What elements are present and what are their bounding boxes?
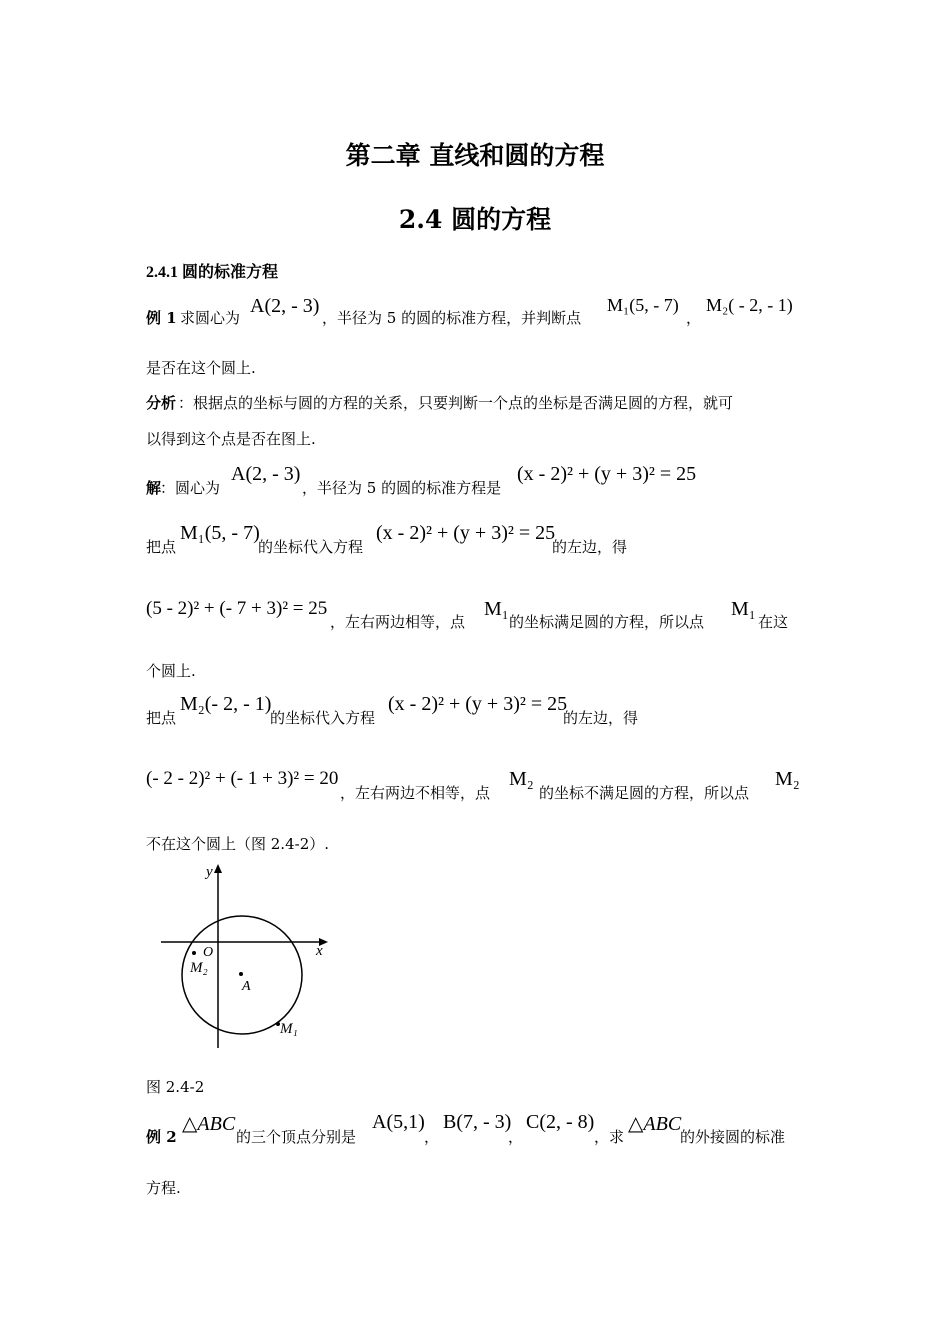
solution-label: 解 [146,479,162,497]
y-axis-arrow [214,864,222,873]
example-1-text: 求圆心为 [180,309,241,327]
math-center-a-2: A(2, - 3) [231,463,301,485]
section-title: 2.4 圆的方程 [398,205,552,234]
solution-p3-text-2: 的坐标满足圆的方程，所以点 [509,613,705,631]
solution-p5-text-3: 不在这个圆上（图 2.4-2）. [146,835,330,853]
example-1-label: 例 1 [146,309,177,327]
label-y: y [206,864,213,880]
solution-p2-text-3: 的左边，得 [552,538,628,556]
analysis-text: ：根据点的坐标与圆的方程的关系，只要判断一个点的坐标是否满足圆的方程，就可 [178,394,734,412]
solution-p5-text-2: 的坐标不满足圆的方程，所以点 [539,784,750,802]
math-vertex-c: C(2, - 8) [526,1111,595,1133]
example-2-text-2: ，求 [594,1128,625,1146]
solution-p2-text: 把点 [146,538,177,556]
solution-text: ：圆心为 [160,479,221,497]
solution-p3-text-4: 个圆上. [146,662,196,680]
math-vertex-b: B(7, - 3) [443,1111,512,1133]
math-m1-2: M₁ [731,598,756,620]
math-substitution-m2: (- 2 - 2)² + (- 1 + 3)² = 20 [146,768,339,789]
comma-1: ， [424,1128,440,1146]
math-m2: M₂ [509,768,534,790]
comma-2: ， [508,1128,524,1146]
circle-plot [156,860,336,1055]
example-1-text-3: 是否在这个圆上. [146,359,256,377]
figure-circle-diagram [156,860,336,1055]
math-point-m2-2: M₂(- 2, - 1) [180,693,272,715]
point-a [239,972,243,976]
math-m2-2: M₂ [775,768,800,790]
comma: ， [686,309,702,327]
solution-p3-text-3: 在这 [758,613,789,631]
analysis-label: 分析 [146,394,177,412]
label-m1: M₁ [280,1021,298,1037]
math-vertex-a: A(5,1) [372,1111,425,1133]
math-circle-equation-3: (x - 2)² + (y + 3)² = 25 [388,693,568,715]
math-triangle: △ABC [182,1113,236,1135]
example-1-text-2: ，半径为 5 的圆的标准方程，并判断点 [322,309,582,327]
math-substitution-m1: (5 - 2)² + (- 7 + 3)² = 25 [146,598,328,619]
label-a: A [242,979,251,994]
solution-p4-text: 把点 [146,709,177,727]
solution-p2-text-2: 的坐标代入方程 [258,538,364,556]
label-m2: M₂ [190,960,208,976]
label-x: x [316,943,323,959]
label-origin: O [203,945,214,960]
math-point-m1: M₁(5, - 7) [607,295,679,315]
solution-p5-text: ，左右两边不相等，点 [340,784,491,802]
solution-p4-text-3: 的左边，得 [563,709,639,727]
math-triangle-2: △ABC [628,1113,682,1135]
example-2-text: 的三个顶点分别是 [236,1128,357,1146]
chapter-title: 第二章 直线和圆的方程 [345,141,605,170]
analysis-text-2: 以得到这个点是否在图上. [146,430,316,448]
math-point-m1-2: M₁(5, - 7) [180,522,260,544]
point-m2 [192,951,196,955]
solution-text-2: ，半径为 5 的圆的标准方程是 [302,479,502,497]
solution-p3-text: ，左右两边相等，点 [330,613,466,631]
example-2-text-3: 的外接圆的标准 [680,1128,786,1146]
subsection-title: 2.4.1 圆的标准方程 [146,264,279,281]
math-point-m2: M₂( - 2, - 1) [706,295,793,315]
math-circle-equation-2: (x - 2)² + (y + 3)² = 25 [376,522,556,544]
example-2-label: 例 2 [146,1128,177,1146]
math-m1: M₁ [484,598,509,620]
figure-caption: 图 2.4-2 [146,1078,205,1096]
example-2-text-4: 方程. [146,1179,181,1197]
math-circle-equation: (x - 2)² + (y + 3)² = 25 [517,463,697,485]
math-center-a: A(2, - 3) [250,295,320,317]
solution-p4-text-2: 的坐标代入方程 [270,709,376,727]
